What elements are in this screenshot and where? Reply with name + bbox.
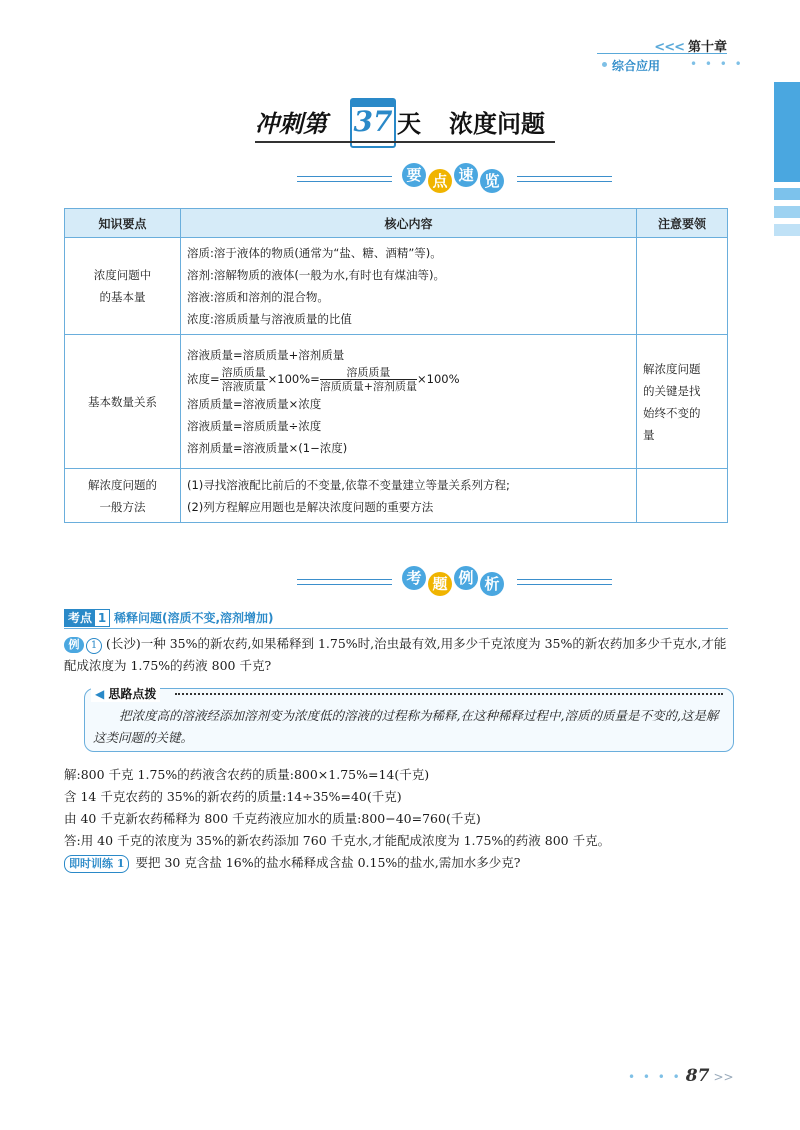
example-tag: 例 xyxy=(64,637,84,653)
page-title xyxy=(255,98,565,146)
training-exercise xyxy=(64,852,734,874)
banner-char: 速 xyxy=(454,163,478,187)
table-key-cell: 解浓度问题的一般方法 xyxy=(65,469,181,523)
hint-dashed-line xyxy=(175,693,723,695)
table-header-row xyxy=(65,209,728,238)
hint-box xyxy=(84,688,734,752)
training-tag: 即时训练 1 xyxy=(64,855,129,873)
title-prefix: 冲刺第 xyxy=(255,109,327,138)
topic-point-tag: 考点 xyxy=(64,609,96,627)
side-tab-marker xyxy=(774,206,800,218)
table-note-cell xyxy=(637,469,728,523)
title-day-number: 37 xyxy=(353,105,393,138)
chapter-arrows: <<< xyxy=(654,40,684,55)
table-note-cell: 解浓度问题的关键是找始终不变的量 xyxy=(637,335,728,469)
chapter-title: 第十章 xyxy=(687,40,727,55)
concentration-formula: 浓度= $\frac{\text{溶质质量}}{\text{溶液质量}}$ ×100%= $\frac{\text{溶质质量}}{\text{溶质质量+溶剂质量}}$ ×100% xyxy=(187,366,460,393)
title-suffix: 天 xyxy=(397,109,421,138)
title-underline xyxy=(255,141,555,143)
table-note-cell xyxy=(637,238,728,335)
solution-line: 解:800 千克 1.75%的药液含农药的质量:800×1.75%=14(千克) xyxy=(64,767,430,782)
training-text: 要把 30 克含盐 16%的盐水稀释成含盐 0.15%的盐水,需加水多少克? xyxy=(135,855,521,870)
table-header: 注意要领 xyxy=(637,209,728,238)
table-row xyxy=(65,335,728,469)
solution-line: 答:用 40 千克的浓度为 35%的新农药添加 760 千克水,才能配成浓度为 1.75%的药液 800 千克。 xyxy=(64,833,611,848)
solution-line: 含 14 千克农药的 35%的新农药的质量:14÷35%=40(千克) xyxy=(64,789,402,804)
footer-dots: • • • • xyxy=(628,1070,682,1084)
banner-char: 要 xyxy=(402,163,426,187)
topic-point-title: 稀释问题(溶质不变,溶剂增加) xyxy=(114,611,274,625)
table-key-cell: 基本数量关系 xyxy=(65,335,181,469)
page-footer xyxy=(628,1066,734,1086)
header-divider xyxy=(597,53,727,54)
solution-line: 由 40 千克新农药稀释为 800 千克药液应加水的质量:800−40=760(千克) xyxy=(64,811,481,826)
topic-point-header xyxy=(64,609,274,627)
banner-char: 点 xyxy=(428,169,452,193)
table-row xyxy=(65,238,728,335)
example-number: 1 xyxy=(86,638,102,654)
knowledge-table xyxy=(64,208,728,523)
banner-char: 题 xyxy=(428,572,452,596)
section-banner-overview xyxy=(297,163,612,193)
example-problem xyxy=(64,633,734,677)
table-content-cell: (1)寻找溶液配比前后的不变量,依靠不变量建立等量关系列方程; (2)列方程解应用题也是解决浓度问题的重要方法 xyxy=(181,469,637,523)
banner-char: 览 xyxy=(480,169,504,193)
banner-char: 例 xyxy=(454,566,478,590)
topic-point-divider xyxy=(64,628,728,629)
section-banner-examples xyxy=(297,566,612,596)
chapter-subtitle: 综合应用 xyxy=(612,59,661,73)
title-topic: 浓度问题 xyxy=(449,110,545,138)
solution-block xyxy=(64,764,734,874)
speaker-icon: ◀ xyxy=(95,687,105,701)
footer-arrows: >> xyxy=(713,1070,734,1084)
table-content-cell: 溶液质量=溶质质量+溶剂质量 浓度= $\frac{\text{溶质质量}}{\text{溶液质量}}$ ×100%= $\frac{\text{溶质质量}}{\text{溶质质量+溶剂质量}}$ ×100% 溶质质量=溶液质量×浓度 溶液质量=溶质质量÷浓度 溶剂质量=溶液质量×(1−浓度) xyxy=(181,335,637,469)
side-tab-marker xyxy=(774,188,800,200)
header-dot-icon xyxy=(602,62,607,67)
page-number: 87 xyxy=(685,1066,710,1086)
table-header: 核心内容 xyxy=(181,209,637,238)
example-text: (长沙)一种 35%的新农药,如果稀释到 1.75%时,治虫最有效,用多少千克浓度为 35%的新农药加多少千克水,才能配成浓度为 1.75%的药液 800 千克? xyxy=(64,636,727,673)
side-tab-marker xyxy=(774,82,800,182)
table-content-cell: 溶质:溶于液体的物质(通常为“盐、糖、酒精”等)。 溶剂:溶解物质的液体(一般为水,有时也有煤油等)。 溶液:溶质和溶剂的混合物。 浓度:溶质质量与溶液质量的比值 xyxy=(181,238,637,335)
table-header: 知识要点 xyxy=(65,209,181,238)
fraction: $\frac{\text{溶质质量}}{\text{溶质质量+溶剂质量}}$ xyxy=(319,366,418,393)
header-dots: • • • • xyxy=(690,57,744,71)
hint-heading: ◀ 思路点拨 xyxy=(91,685,160,702)
hint-text: 把浓度高的溶液经添加溶剂变为浓度低的溶液的过程称为稀释,在这种稀释过程中,溶质的质量是不变的,这是解这类问题的关键。 xyxy=(93,708,719,745)
table-row xyxy=(65,469,728,523)
table-key-cell: 浓度问题中的基本量 xyxy=(65,238,181,335)
banner-char: 析 xyxy=(480,572,504,596)
side-tab-marker xyxy=(774,224,800,236)
banner-char: 考 xyxy=(402,566,426,590)
fraction: $\frac{\text{溶质质量}}{\text{溶液质量}}$ xyxy=(221,366,266,393)
topic-point-number: 1 xyxy=(94,609,110,627)
